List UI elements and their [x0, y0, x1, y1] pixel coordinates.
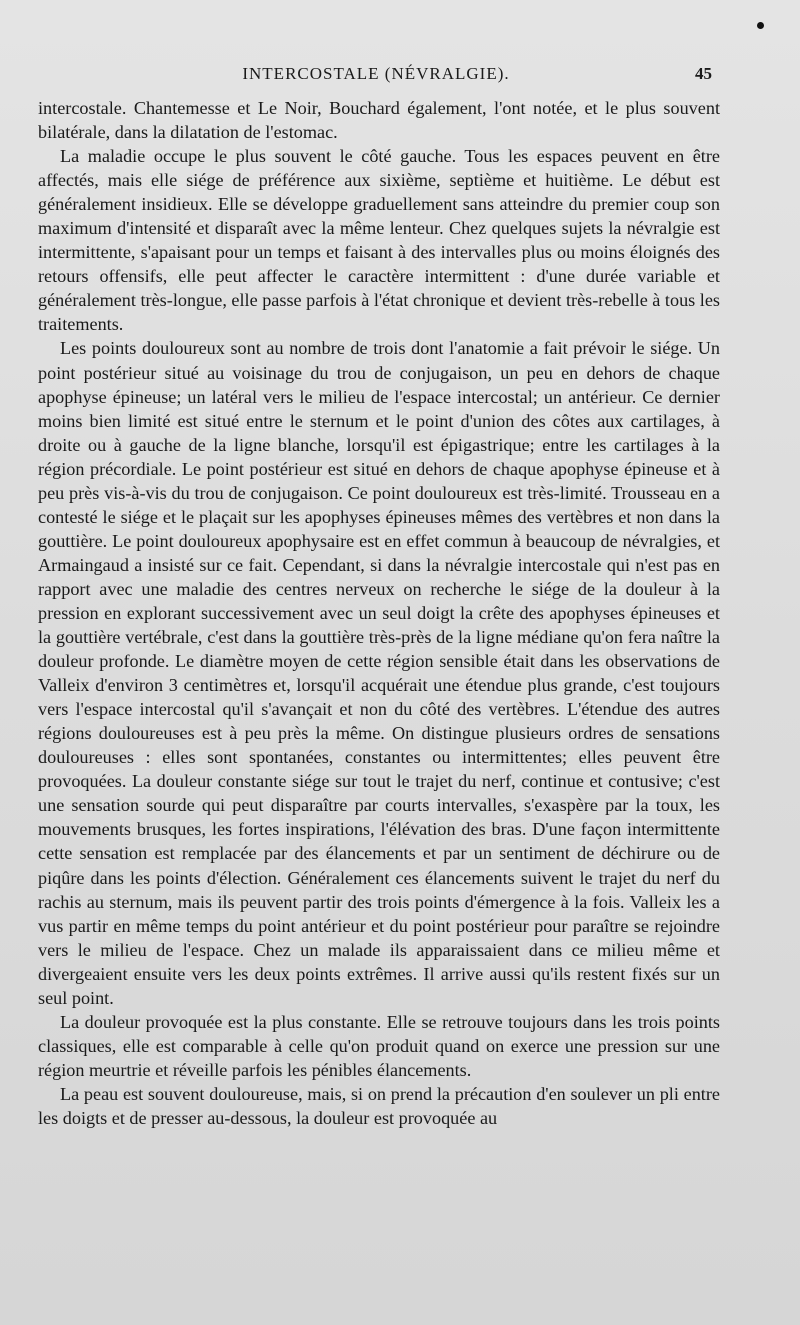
paragraph: intercostale. Chantemesse et Le Noir, Bouchard également, l'ont notée, et le plus souvent bilatérale, dans la dilatation de l'estomac. [38, 98, 720, 143]
running-head [40, 60, 712, 90]
paragraph: La douleur provoquée est la plus constante. Elle se retrouve toujours dans les trois points classiques, elle est comparable à celle qu'on produit quand on exerce une pression sur une région meurtrie et réveille parfois les pénibles élancements. [38, 1011, 720, 1080]
paragraph: La maladie occupe le plus souvent le côté gauche. Tous les espaces peuvent en être affectés, mais elle siége de préférence aux sixième, septième et huitième. Le début est généralement insidieux. Elle se développe graduellement sans atteindre du premier coup son maximum d'intensité et disparaît avec la même lenteur. Chez quelques sujets la névralgie est intermittente, s'apaisant pour un temps et faisant à des intervalles plus ou moins éloignés des retours offensifs, elle peut affecter le caractère intermittent : d'une durée variable et généralement très-longue, elle passe parfois à l'état chronique et devient très-rebelle à tous les traitements. [38, 146, 720, 335]
body-text [38, 96, 720, 1130]
paragraph: Les points douloureux sont au nombre de trois dont l'anatomie a fait prévoir le siége. Un point postérieur situé au voisinage du trou de conjugaison, un peu en dehors de chaque apophyse épineuse; un latéral vers le milieu de l'espace intercostal; un antérieur. Ce dernier moins bien limité est situé entre le sternum et le point d'union des côtes aux cartilages, à droite ou à gauche de la ligne blanche, lorsqu'il est épigastrique; entre les cartilages à la région précordiale. Le point postérieur est situé en dehors de chaque apophyse épineuse et à peu près vis-à-vis du trou de conjugaison. Ce point douloureux est très-limité. Trousseau en a contesté le siége et le plaçait sur les apophyses épineuses mêmes des vertèbres et non dans la gouttière. Le point douloureux apophysaire est en effet commun à beaucoup de névralgies, et Armaingaud a insisté sur ce fait. Cependant, si dans la névralgie intercostale qui n'est pas en rapport avec une maladie des centres nerveux on recherche le siége de la douleur à la pression en explorant successivement avec un seul doigt la crête des apophyses épineuses et la gouttière vertébrale, c'est dans la gouttière très-près de la ligne médiane qu'on fera naître la douleur profonde. Le diamètre moyen de cette région sensible était dans les observations de Valleix d'environ 3 centimètres et, lorsqu'il acquérait une étendue plus grande, c'est toujours vers l'espace intercostal qu'il s'avançait et non du côté des vertèbres. L'étendue des autres régions douloureuses est à peu près la même. On distingue plusieurs ordres de sensations douloureuses : elles sont spontanées, constantes ou intermittentes; elles peuvent être provoquées. La douleur constante siége sur tout le trajet du nerf, continue et contusive; c'est une sensation sourde qui peut disparaître par courts intervalles, s'exaspère par la toux, les mouvements brusques, les fortes inspirations, l'élévation des bras. D'une façon intermittente cette sensation est remplacée par des élancements et par un sentiment de déchirure ou de piqûre dans les points d'élection. Généralement ces élancements suivent le trajet du nerf du rachis au sternum, mais ils peuvent partir des trois points d'émergence à la fois. Valleix les a vus partir en même temps du point antérieur et du point postérieur pour paraître se rejoindre vers le milieu de l'espace. Chez un malade ils apparaissaient dans ce milieu même et divergeaient ensuite vers les deux points extrêmes. Il arrive aussi qu'ils restent fixés sur un seul point. [38, 338, 720, 1008]
running-title: INTERCOSTALE (NÉVRALGIE). [242, 64, 510, 83]
ink-dot-mark [757, 22, 764, 29]
page-number: 45 [695, 64, 712, 83]
paragraph: La peau est souvent douloureuse, mais, si on prend la précaution d'en soulever un pli entre les doigts et de presser au-dessous, la douleur est provoquée au [38, 1083, 720, 1128]
